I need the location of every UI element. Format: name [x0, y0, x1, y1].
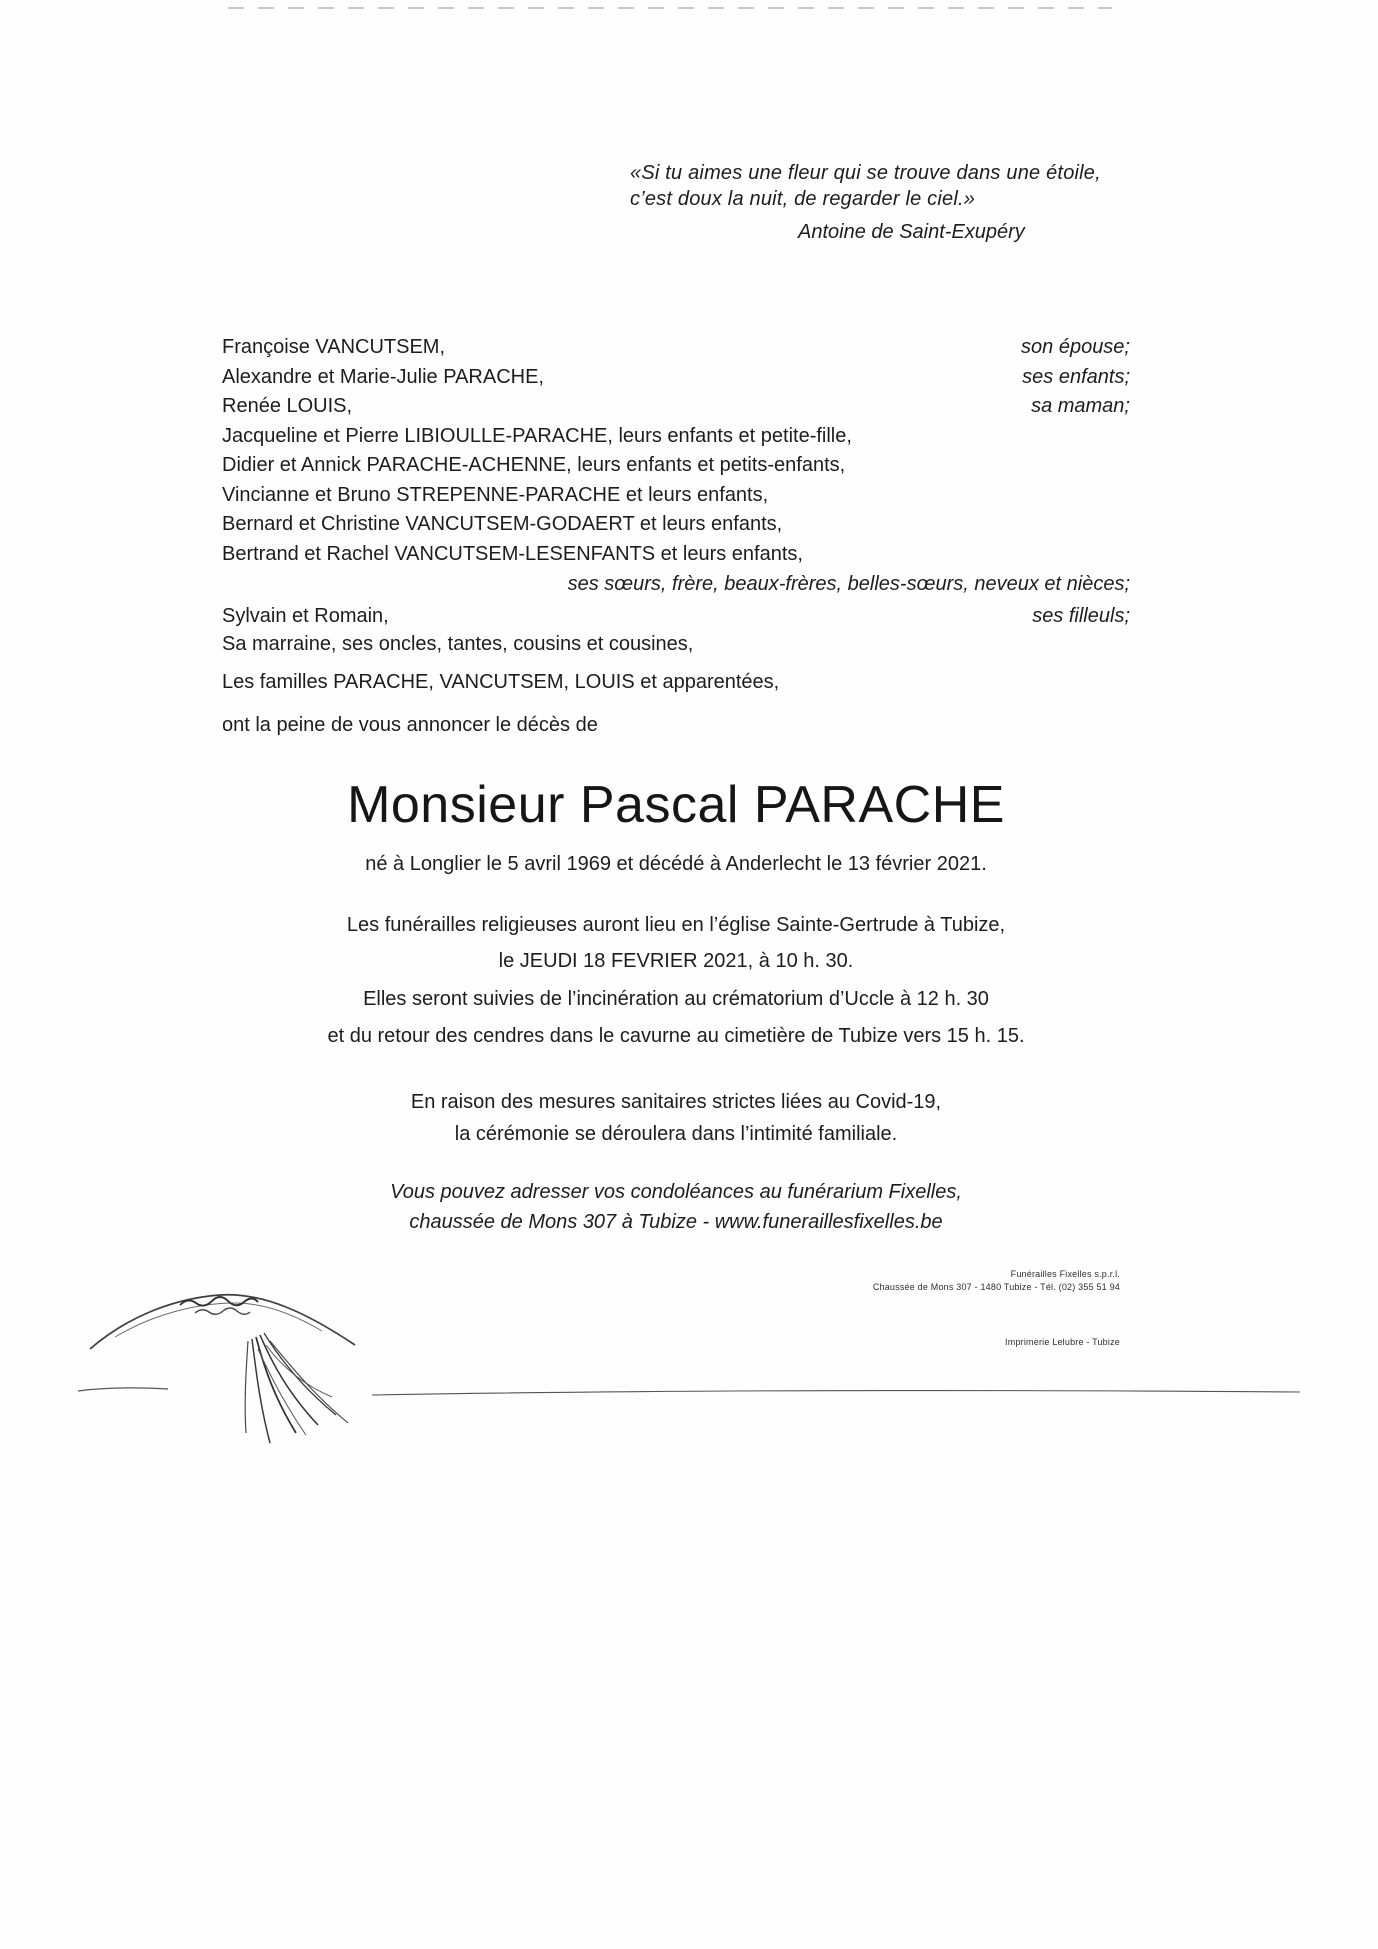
imprint-printer-line: Imprimerie Lelubre - Tubize	[1005, 1337, 1120, 1347]
relative-relation: ses filleuls;	[1032, 605, 1130, 627]
relative-relation: sa maman;	[1031, 395, 1130, 417]
condolences-line-1: Vous pouvez adresser vos condoléances au funérarium Fixelles,	[390, 1181, 962, 1203]
covid-notice-line-1: En raison des mesures sanitaires strictes liées au Covid-19,	[410, 1091, 942, 1113]
relative-row	[222, 423, 1130, 449]
condolences-line-2: chaussée de Mons 307 à Tubize - www.funeraillesfixelles.be	[409, 1211, 943, 1233]
announcement-line: ont la peine de vous annoncer le décès de	[222, 714, 598, 736]
relative-name: Françoise VANCUTSEM,	[222, 336, 446, 358]
relative-name: Vincianne et Bruno STREPENNE-PARACHE et leurs enfants,	[222, 484, 769, 506]
ceremony-line-1: Les funérailles religieuses auront lieu en l’église Sainte-Gertrude à Tubize,	[346, 914, 1006, 936]
siblings-relation-line: ses sœurs, frère, beaux-frères, belles-sœurs, neveux et nièces;	[567, 573, 1130, 595]
quote-attribution: Antoine de Saint-Exupéry	[798, 221, 1025, 243]
relative-relation: ses enfants;	[1022, 366, 1130, 388]
opening-quote	[630, 160, 1101, 212]
relative-name: Bernard et Christine VANCUTSEM-GODAERT et leurs enfants,	[222, 513, 783, 535]
covid-notice-line-2: la cérémonie se déroulera dans l’intimité familiale.	[454, 1123, 898, 1145]
imprint-company-line: Funérailles Fixelles s.p.r.l.	[1010, 1269, 1120, 1279]
relative-name: Didier et Annick PARACHE-ACHENNE, leurs enfants et petits-enfants,	[222, 454, 846, 476]
ceremony-line-3: Elles seront suivies de l’incinération au crématorium d’Uccle à 12 h. 30	[363, 988, 989, 1010]
relative-name: Jacqueline et Pierre LIBIOULLE-PARACHE, leurs enfants et petite-fille,	[222, 425, 852, 447]
hill-grass-sketch	[60, 1275, 1340, 1465]
relative-row	[222, 482, 1130, 508]
ceremony-line-4: et du retour des cendres dans le cavurne au cimetière de Tubize vers 15 h. 15.	[327, 1025, 1025, 1047]
quote-line-2: c’est doux la nuit, de regarder le ciel.»	[630, 188, 976, 210]
relative-name: Bertrand et Rachel VANCUTSEM-LESENFANTS et leurs enfants,	[222, 543, 803, 565]
relative-row	[222, 393, 1130, 419]
ceremony-line-2: le JEUDI 18 FEVRIER 2021, à 10 h. 30.	[498, 950, 854, 972]
relative-name: Sylvain et Romain,	[222, 605, 389, 627]
life-dates-line: né à Longlier le 5 avril 1969 et décédé à Anderlecht le 13 février 2021.	[365, 853, 987, 875]
relative-relation: son épouse;	[1021, 336, 1130, 358]
scan-artifact-line	[228, 7, 1112, 9]
relative-name: Renée LOUIS,	[222, 395, 353, 417]
relative-row	[222, 452, 1130, 478]
relative-row	[222, 541, 1130, 567]
quote-line-1: «Si tu aimes une fleur qui se trouve dans une étoile,	[630, 162, 1101, 184]
relative-row	[222, 511, 1130, 537]
extended-family-line: Sa marraine, ses oncles, tantes, cousins et cousines,	[222, 633, 694, 655]
relative-row	[222, 334, 1130, 360]
godsons-row	[222, 603, 1130, 629]
relative-row	[222, 364, 1130, 390]
relative-name: Alexandre et Marie-Julie PARACHE,	[222, 366, 544, 388]
deceased-name-title: Monsieur Pascal PARACHE	[347, 776, 1005, 834]
families-line: Les familles PARACHE, VANCUTSEM, LOUIS et apparentées,	[222, 671, 780, 693]
imprint-address-line: Chaussée de Mons 307 - 1480 Tubize - Tél. (02) 355 51 94	[872, 1282, 1120, 1292]
